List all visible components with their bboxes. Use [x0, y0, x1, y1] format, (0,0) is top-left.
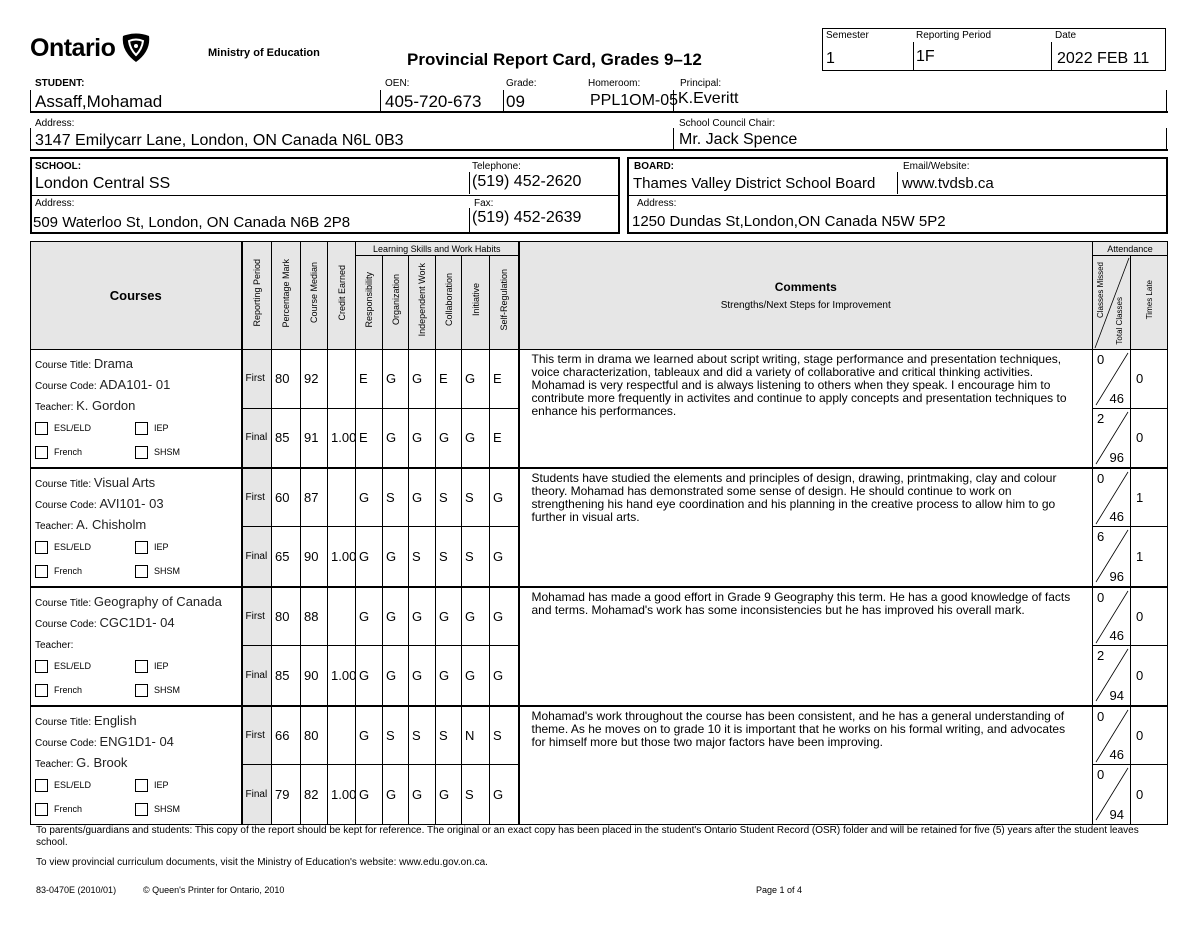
skill-header	[462, 256, 490, 350]
skill-organization: S	[383, 468, 409, 527]
attendance-cell	[1093, 587, 1131, 646]
comments-header	[519, 242, 1093, 350]
checkbox-box[interactable]	[135, 779, 148, 792]
course-median: 88	[301, 587, 328, 646]
reporting-period: First	[242, 468, 272, 527]
course-code: ENG1D1- 04	[99, 734, 174, 749]
semester-value: 1	[826, 50, 835, 67]
skill-self-regulation: S	[490, 706, 519, 765]
course-median: 90	[301, 527, 328, 587]
telephone-label: Telephone:	[472, 161, 521, 172]
skill-independent-work: G	[409, 646, 436, 706]
skill-self-regulation: G	[490, 646, 519, 706]
checkbox-label: ESL/ELD	[54, 780, 92, 790]
council-value: Mr. Jack Spence	[679, 131, 798, 148]
skills-header: Learning Skills and Work Habits	[356, 242, 519, 256]
course-title-line	[35, 472, 237, 493]
skill-header-text: Organization	[390, 274, 401, 326]
skill-collaboration: G	[436, 765, 462, 825]
credit-earned	[328, 350, 356, 409]
student-name: Assaff,Mohamad	[35, 92, 163, 111]
checkbox-french[interactable]	[35, 440, 135, 464]
course-title: English	[93, 713, 137, 728]
skill-initiative: G	[462, 646, 490, 706]
total-classes: 46	[1109, 390, 1124, 406]
skill-collaboration: S	[436, 706, 462, 765]
reporting-period: First	[242, 350, 272, 409]
homeroom-label: Homeroom:	[588, 78, 641, 89]
classes-missed: 0	[1097, 590, 1105, 605]
skill-organization: S	[383, 706, 409, 765]
classes-missed: 0	[1097, 352, 1105, 367]
skill-header	[356, 256, 383, 350]
percentage-mark: 65	[272, 527, 301, 587]
course-title: Geography of Canada	[93, 594, 222, 609]
form-number: 83-0470E (2010/01)	[36, 885, 117, 895]
principal-value: K.Everitt	[678, 90, 739, 107]
skill-header-text: Independent Work	[417, 263, 427, 337]
skill-organization: G	[383, 527, 409, 587]
classes-missed: 2	[1097, 410, 1105, 426]
checkbox-row	[35, 773, 237, 797]
course-title: Visual Arts	[93, 475, 156, 490]
course-comment: Students have studied the elements and principles of design, drawing, printmaking, clay and colour theory. Mohamad has demonstrated some sense of design. He should continue to work on strengthening his hand eye coordination and his planning in the creative process to allow him to go further in visual arts.	[519, 468, 1093, 587]
rp-header: Reporting Period	[251, 259, 262, 327]
course-info	[31, 706, 242, 825]
skill-header-text: Initiative	[470, 283, 481, 317]
fax-value: (519) 452-2639	[472, 209, 582, 226]
checkbox-row	[35, 535, 237, 559]
times-late: 1	[1131, 468, 1168, 527]
course-median: 87	[301, 468, 328, 527]
logo-text: Ontario	[30, 33, 116, 62]
skill-header	[409, 256, 436, 350]
course-median: 91	[301, 408, 328, 468]
skill-self-regulation: G	[490, 765, 519, 825]
checkbox-shsm[interactable]	[135, 797, 235, 821]
skill-organization: G	[383, 408, 409, 468]
school-label: SCHOOL:	[35, 161, 82, 172]
course-code-label: Course Code:	[35, 381, 97, 392]
course-comment: This term in drama we learned about script writing, stage performance and presentation techniques, voice characterization, tableaux and did a variety of collaborative and critical thinking activities. Mohamad is very respectful and is always listening to others when they speak. I encourage him to contribute more frequently in activites and continue to apply concepts and presentation techniques to enhance his performances.	[519, 350, 1093, 469]
course-title-line	[35, 591, 237, 612]
skill-initiative: S	[462, 468, 490, 527]
times-late: 0	[1131, 587, 1168, 646]
reporting-period: Final	[242, 408, 272, 468]
course-code-label: Course Code:	[35, 619, 97, 630]
board-label: BOARD:	[634, 161, 674, 172]
telephone-value: (519) 452-2620	[472, 173, 582, 190]
skill-header-text: Responsibility	[364, 272, 374, 328]
reporting-period: Final	[242, 646, 272, 706]
period-label: Reporting Period	[916, 30, 992, 41]
times-late: 0	[1131, 706, 1168, 765]
percentage-mark: 85	[272, 646, 301, 706]
student-label: STUDENT:	[35, 78, 85, 89]
checkbox-label: French	[54, 804, 83, 814]
total-classes: 94	[1109, 688, 1124, 703]
ontario-logo	[30, 33, 152, 63]
classes-missed: 6	[1097, 529, 1105, 545]
table-row	[31, 587, 1168, 646]
checkbox-label: ESL/ELD	[54, 661, 92, 671]
course-teacher: G. Brook	[76, 755, 128, 770]
missed-header: Classes Missed	[1096, 262, 1105, 319]
course-code: CGC1D1- 04	[99, 615, 175, 630]
percentage-mark: 85	[272, 408, 301, 468]
courses-header	[31, 242, 242, 350]
checkbox-box[interactable]	[35, 779, 48, 792]
course-code-label: Course Code:	[35, 500, 97, 511]
course-code: AVI101- 03	[99, 496, 164, 511]
checkbox-french[interactable]	[35, 678, 135, 702]
skill-organization: G	[383, 350, 409, 409]
checkbox-row	[35, 654, 237, 678]
checkbox-row	[35, 416, 237, 440]
date-label: Date	[1055, 30, 1077, 41]
course-comment: Mohamad has made a good effort in Grade 9 Geography this term. He has a good knowledge of facts and terms. Mohamad's work has some inconsistencies but he has improved his overall mark.	[519, 587, 1093, 706]
period-value: 1F	[916, 48, 935, 65]
course-teacher-line	[35, 633, 237, 654]
course-code-line	[35, 493, 237, 514]
attendance-cell	[1093, 350, 1131, 409]
skill-self-regulation: G	[490, 587, 519, 646]
skill-responsibility: G	[356, 468, 383, 527]
course-title-line	[35, 710, 237, 731]
times-late: 1	[1131, 527, 1168, 587]
checkbox-box[interactable]	[35, 541, 48, 554]
checkbox-shsm[interactable]	[135, 559, 235, 583]
skill-independent-work: G	[409, 468, 436, 527]
credit-earned: 1.00	[328, 646, 356, 706]
percentage-mark: 80	[272, 350, 301, 409]
course-teacher-label: Teacher:	[35, 759, 74, 770]
skill-organization: G	[383, 646, 409, 706]
credit-earned: 1.00	[328, 765, 356, 825]
skill-self-regulation: G	[490, 527, 519, 587]
checkbox-label: ESL/ELD	[54, 423, 92, 433]
course-title-line	[35, 353, 237, 374]
checkbox-label: SHSM	[154, 447, 181, 457]
semester-label: Semester	[826, 30, 869, 41]
skill-independent-work: G	[409, 350, 436, 409]
checkbox-french[interactable]	[35, 797, 135, 821]
checkbox-esl-eld[interactable]	[35, 773, 135, 797]
grade-value: 09	[506, 92, 525, 111]
board-name: Thames Valley District School Board	[633, 175, 876, 192]
skill-collaboration: G	[436, 587, 462, 646]
skill-independent-work: G	[409, 765, 436, 825]
course-teacher-line	[35, 514, 237, 535]
skill-header	[436, 256, 462, 350]
attendance-cell	[1093, 706, 1131, 765]
total-classes: 46	[1109, 747, 1124, 763]
trillium-icon	[120, 33, 152, 63]
course-title-label: Course Title:	[35, 479, 92, 490]
skill-header	[383, 256, 409, 350]
checkbox-iep[interactable]	[135, 416, 235, 440]
comments-subtitle: Strengths/Next Steps for Improvement	[720, 300, 891, 311]
courses-header-text: Courses	[109, 288, 162, 303]
reporting-period: First	[242, 706, 272, 765]
skill-collaboration: G	[436, 646, 462, 706]
course-teacher: A. Chisholm	[76, 517, 147, 532]
skill-responsibility: E	[356, 408, 383, 468]
credit-header: Credit Earned	[336, 265, 347, 321]
skill-collaboration: E	[436, 350, 462, 409]
skill-independent-work: S	[409, 527, 436, 587]
attendance-header: Attendance	[1093, 242, 1168, 256]
percentage-mark: 60	[272, 468, 301, 527]
checkbox-row	[35, 440, 237, 464]
page-number: Page 1 of 4	[756, 885, 803, 895]
fax-label: Fax:	[474, 198, 494, 209]
skill-responsibility: G	[356, 587, 383, 646]
page-title: Provincial Report Card, Grades 9–12	[407, 50, 702, 69]
credit-earned	[328, 468, 356, 527]
skill-initiative: N	[462, 706, 490, 765]
course-title-label: Course Title:	[35, 717, 92, 728]
checkbox-box[interactable]	[135, 422, 148, 435]
checkbox-esl-eld[interactable]	[35, 416, 135, 440]
copyright: © Queen's Printer for Ontario, 2010	[143, 885, 285, 895]
percentage-mark: 66	[272, 706, 301, 765]
course-teacher-label: Teacher:	[35, 402, 74, 413]
skill-header-text: Self-Regulation	[498, 269, 509, 331]
course-title: Drama	[93, 356, 133, 371]
course-teacher-label: Teacher:	[35, 640, 74, 651]
checkbox-box[interactable]	[135, 660, 148, 673]
times-late: 0	[1131, 408, 1168, 468]
pct-header: Percentage Mark	[281, 258, 291, 328]
checkbox-shsm[interactable]	[135, 440, 235, 464]
course-teacher-line	[35, 752, 237, 773]
classes-missed: 0	[1097, 767, 1105, 783]
ministry-name: Ministry of Education	[208, 47, 320, 59]
board-address-label: Address:	[637, 198, 677, 209]
checkbox-box[interactable]	[135, 446, 148, 459]
course-code: ADA101- 01	[99, 377, 171, 392]
skill-responsibility: G	[356, 765, 383, 825]
web-value: www.tvdsb.ca	[902, 175, 994, 192]
times-late: 0	[1131, 646, 1168, 706]
grade-label: Grade:	[506, 78, 537, 89]
checkbox-box[interactable]	[135, 684, 148, 697]
skill-initiative: G	[462, 587, 490, 646]
checkbox-box[interactable]	[35, 684, 48, 697]
checkbox-iep[interactable]	[135, 654, 235, 678]
reporting-period: Final	[242, 765, 272, 825]
percentage-mark: 79	[272, 765, 301, 825]
skill-self-regulation: E	[490, 408, 519, 468]
checkbox-label: SHSM	[154, 685, 181, 695]
table-row	[31, 350, 1168, 409]
total-header: Total Classes	[1115, 297, 1124, 345]
checkbox-box[interactable]	[35, 803, 48, 816]
checkbox-box[interactable]	[35, 565, 48, 578]
course-code-line	[35, 374, 237, 395]
checkbox-label: IEP	[154, 542, 169, 552]
times-late: 0	[1131, 350, 1168, 409]
checkbox-french[interactable]	[35, 559, 135, 583]
checkbox-row	[35, 797, 237, 821]
checkbox-box[interactable]	[135, 565, 148, 578]
checkbox-box[interactable]	[35, 446, 48, 459]
total-classes: 96	[1109, 569, 1124, 584]
late-header: Times Late	[1144, 280, 1154, 320]
skill-responsibility: G	[356, 646, 383, 706]
board-address: 1250 Dundas St,London,ON Canada N5W 5P2	[632, 213, 946, 230]
classes-missed: 0	[1097, 471, 1105, 486]
course-info	[31, 468, 242, 587]
skill-organization: G	[383, 587, 409, 646]
school-address-label: Address:	[35, 198, 75, 209]
skill-responsibility: G	[356, 527, 383, 587]
checkbox-label: ESL/ELD	[54, 542, 92, 552]
missed-total-header	[1093, 256, 1131, 350]
checkbox-label: French	[54, 447, 83, 457]
course-teacher: K. Gordon	[76, 398, 136, 413]
checkbox-shsm[interactable]	[135, 678, 235, 702]
course-info	[31, 587, 242, 706]
school-name: London Central SS	[35, 175, 171, 192]
checkbox-label: IEP	[154, 661, 169, 671]
skill-initiative: S	[462, 527, 490, 587]
checkbox-box[interactable]	[135, 803, 148, 816]
school-address: 509 Waterloo St, London, ON Canada N6B 2P8	[33, 214, 351, 231]
total-classes: 94	[1109, 807, 1124, 822]
credit-earned	[328, 706, 356, 765]
attendance-cell	[1093, 468, 1131, 527]
skill-collaboration: G	[436, 408, 462, 468]
checkbox-iep[interactable]	[135, 535, 235, 559]
skill-independent-work: G	[409, 408, 436, 468]
checkbox-label: IEP	[154, 780, 169, 790]
skill-header-text: Collaboration	[443, 273, 454, 327]
attendance-cell	[1093, 408, 1131, 468]
checkbox-row	[35, 678, 237, 702]
course-median: 92	[301, 350, 328, 409]
median-header: Course Median	[309, 262, 319, 324]
reporting-period: Final	[242, 527, 272, 587]
course-teacher-label: Teacher:	[35, 521, 74, 532]
skill-initiative: S	[462, 765, 490, 825]
skill-collaboration: S	[436, 527, 462, 587]
courses-table	[30, 241, 1168, 825]
course-code-line	[35, 612, 237, 633]
table-row	[31, 468, 1168, 527]
oen-label: OEN:	[385, 78, 410, 89]
skill-responsibility: E	[356, 350, 383, 409]
principal-label: Principal:	[680, 78, 722, 89]
checkbox-esl-eld[interactable]	[35, 654, 135, 678]
council-label: School Council Chair:	[679, 118, 776, 129]
attendance-cell	[1093, 646, 1131, 706]
web-label: Email/Website:	[903, 161, 970, 172]
checkbox-label: French	[54, 685, 83, 695]
course-info	[31, 350, 242, 469]
classes-missed: 0	[1097, 709, 1105, 724]
checkbox-label: SHSM	[154, 566, 181, 576]
checkbox-box[interactable]	[135, 541, 148, 554]
checkbox-esl-eld[interactable]	[35, 535, 135, 559]
date-value: 2022 FEB 11	[1057, 50, 1150, 67]
credit-earned	[328, 587, 356, 646]
skill-header	[490, 256, 519, 350]
total-classes: 46	[1109, 628, 1124, 644]
skill-independent-work: S	[409, 706, 436, 765]
oen-value: 405-720-673	[385, 92, 482, 111]
times-late: 0	[1131, 765, 1168, 825]
course-comment: Mohamad's work throughout the course has been consistent, and he has a general understanding of theme. As he moves on to grade 10 it is important that he works on his formal writing, and advocates for himself more but those two major factors have been improving.	[519, 706, 1093, 825]
percentage-mark: 80	[272, 587, 301, 646]
credit-earned: 1.00	[328, 527, 356, 587]
credit-earned: 1.00	[328, 408, 356, 468]
checkbox-box[interactable]	[35, 660, 48, 673]
skill-self-regulation: E	[490, 350, 519, 409]
course-title-label: Course Title:	[35, 598, 92, 609]
reporting-period: First	[242, 587, 272, 646]
checkbox-row	[35, 559, 237, 583]
table-row	[31, 706, 1168, 765]
total-classes: 46	[1109, 509, 1124, 525]
footer-curriculum: To view provincial curriculum documents, visit the Ministry of Education's website: www.edu.gov.on.ca.	[36, 857, 488, 868]
checkbox-label: SHSM	[154, 804, 181, 814]
checkbox-label: French	[54, 566, 83, 576]
skill-initiative: G	[462, 408, 490, 468]
course-median: 90	[301, 646, 328, 706]
footer-note: To parents/guardians and students: This copy of the report should be kept for reference. The original or an exact copy has been placed in the student's Ontario Student Record (OSR) folder and will be retained for five (5) years after the student leaves school.	[36, 825, 1139, 848]
skill-responsibility: G	[356, 706, 383, 765]
attendance-cell	[1093, 527, 1131, 587]
course-teacher-line	[35, 395, 237, 416]
skill-independent-work: G	[409, 587, 436, 646]
comments-title: Comments	[774, 280, 837, 294]
student-address-label: Address:	[35, 118, 75, 129]
course-median: 82	[301, 765, 328, 825]
skill-collaboration: S	[436, 468, 462, 527]
homeroom-value: PPL1OM-05	[590, 92, 679, 109]
course-code-line	[35, 731, 237, 752]
skill-organization: G	[383, 765, 409, 825]
attendance-cell	[1093, 765, 1131, 825]
checkbox-label: IEP	[154, 423, 169, 433]
course-code-label: Course Code:	[35, 738, 97, 749]
skill-initiative: G	[462, 350, 490, 409]
checkbox-iep[interactable]	[135, 773, 235, 797]
course-median: 80	[301, 706, 328, 765]
student-address: 3147 Emilycarr Lane, London, ON Canada N6L 0B3	[35, 132, 404, 149]
classes-missed: 2	[1097, 648, 1105, 664]
skill-self-regulation: G	[490, 468, 519, 527]
total-classes: 96	[1109, 450, 1124, 465]
checkbox-box[interactable]	[35, 422, 48, 435]
course-title-label: Course Title:	[35, 360, 92, 371]
